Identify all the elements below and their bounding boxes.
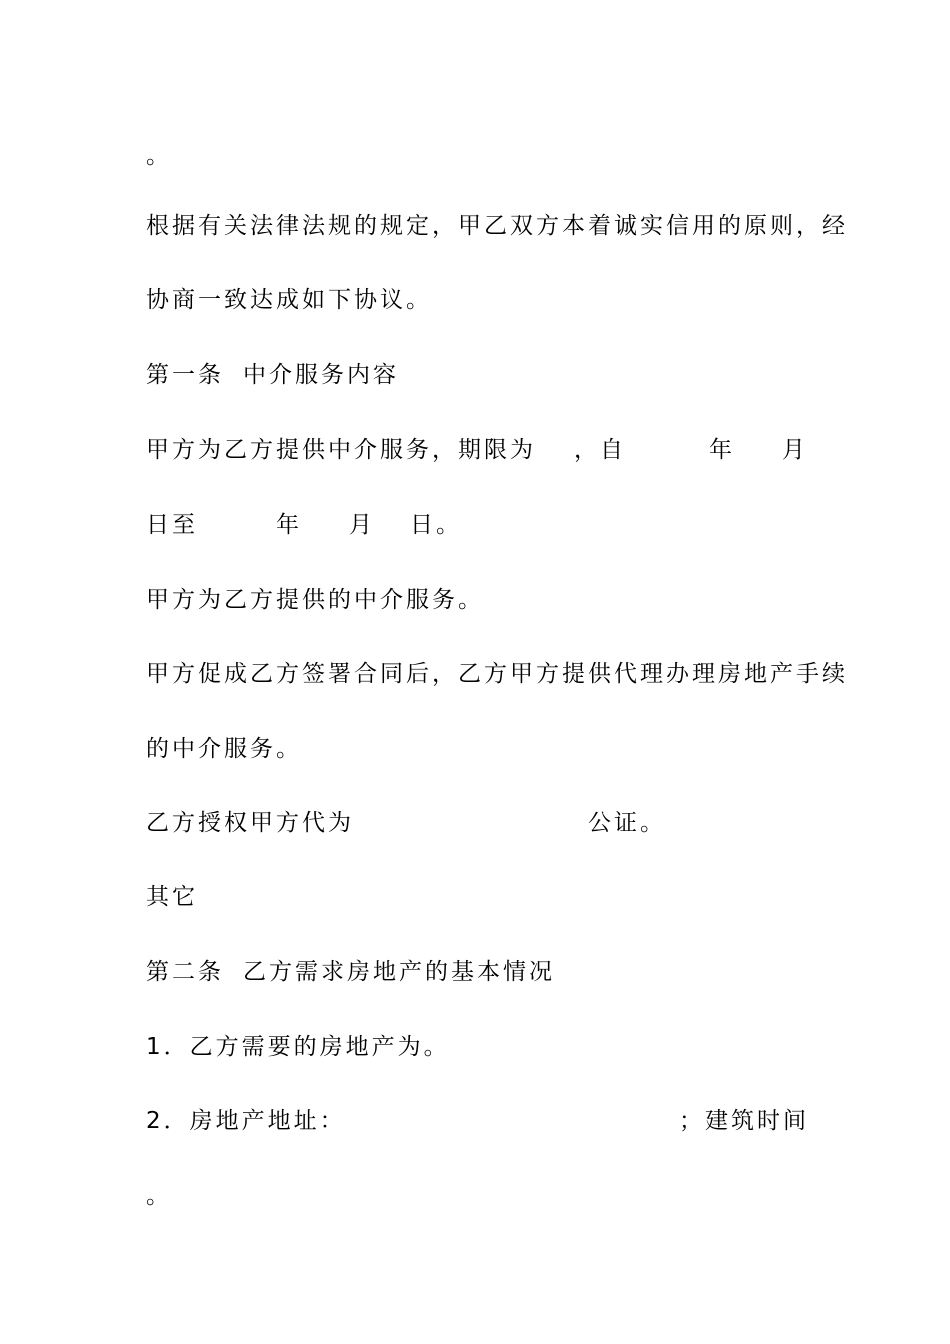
list-item-2	[146, 1103, 809, 1139]
text-line-preamble-1	[146, 208, 848, 244]
text-segment: 根据有关法律法规的规定，甲乙双方本着诚实信用的原则，经	[146, 213, 848, 239]
article-number: 第一条	[146, 362, 224, 388]
text-line-service-period-end	[146, 507, 806, 543]
text-segment: 1．乙方需要的房地产为。	[146, 1034, 450, 1060]
list-item-1	[146, 1029, 806, 1065]
text-line-service	[146, 582, 806, 618]
text-segment: 协商一致达成如下协议。	[146, 287, 432, 313]
text-segment: ，自	[574, 437, 626, 463]
text-segment: 年	[276, 512, 302, 538]
text-line-notarization	[146, 805, 806, 841]
text-line-agency-2	[146, 731, 806, 767]
text-segment: 甲方为乙方提供中介服务，期限为	[146, 437, 536, 463]
text-line-preamble-2	[146, 282, 806, 318]
text-segment: 月	[782, 437, 808, 463]
text-segment: 日至	[146, 512, 198, 538]
text-segment: 甲方促成乙方签署合同后，乙方甲方提供代理办理房地产手续	[146, 661, 848, 687]
article-title: 中介服务内容	[243, 362, 399, 388]
text-segment: 月	[349, 512, 375, 538]
text-segment: 年	[709, 437, 735, 463]
text-line-service-period	[146, 432, 806, 468]
article-1-heading	[146, 357, 806, 393]
text-segment: 乙方授权甲方代为	[146, 810, 354, 836]
text-segment: 的中介服务。	[146, 736, 302, 762]
text-line-period-top	[146, 138, 806, 174]
text-line-other	[146, 879, 806, 915]
article-number: 第二条	[146, 959, 224, 985]
text-segment: 日。	[410, 512, 462, 538]
text-segment: 甲方为乙方提供的中介服务。	[146, 587, 484, 613]
text-segment: 。	[146, 1183, 172, 1209]
text-segment: 其它	[146, 884, 198, 910]
text-line-agency-1	[146, 656, 848, 692]
text-segment: 。	[146, 143, 172, 169]
text-line-period-bottom	[146, 1178, 806, 1214]
text-segment: ；建筑时间	[679, 1108, 809, 1134]
text-segment: 2．房地产地址：	[146, 1108, 346, 1134]
article-2-heading	[146, 954, 806, 990]
article-title: 乙方需求房地产的基本情况	[243, 959, 555, 985]
text-segment: 公证。	[588, 810, 666, 836]
